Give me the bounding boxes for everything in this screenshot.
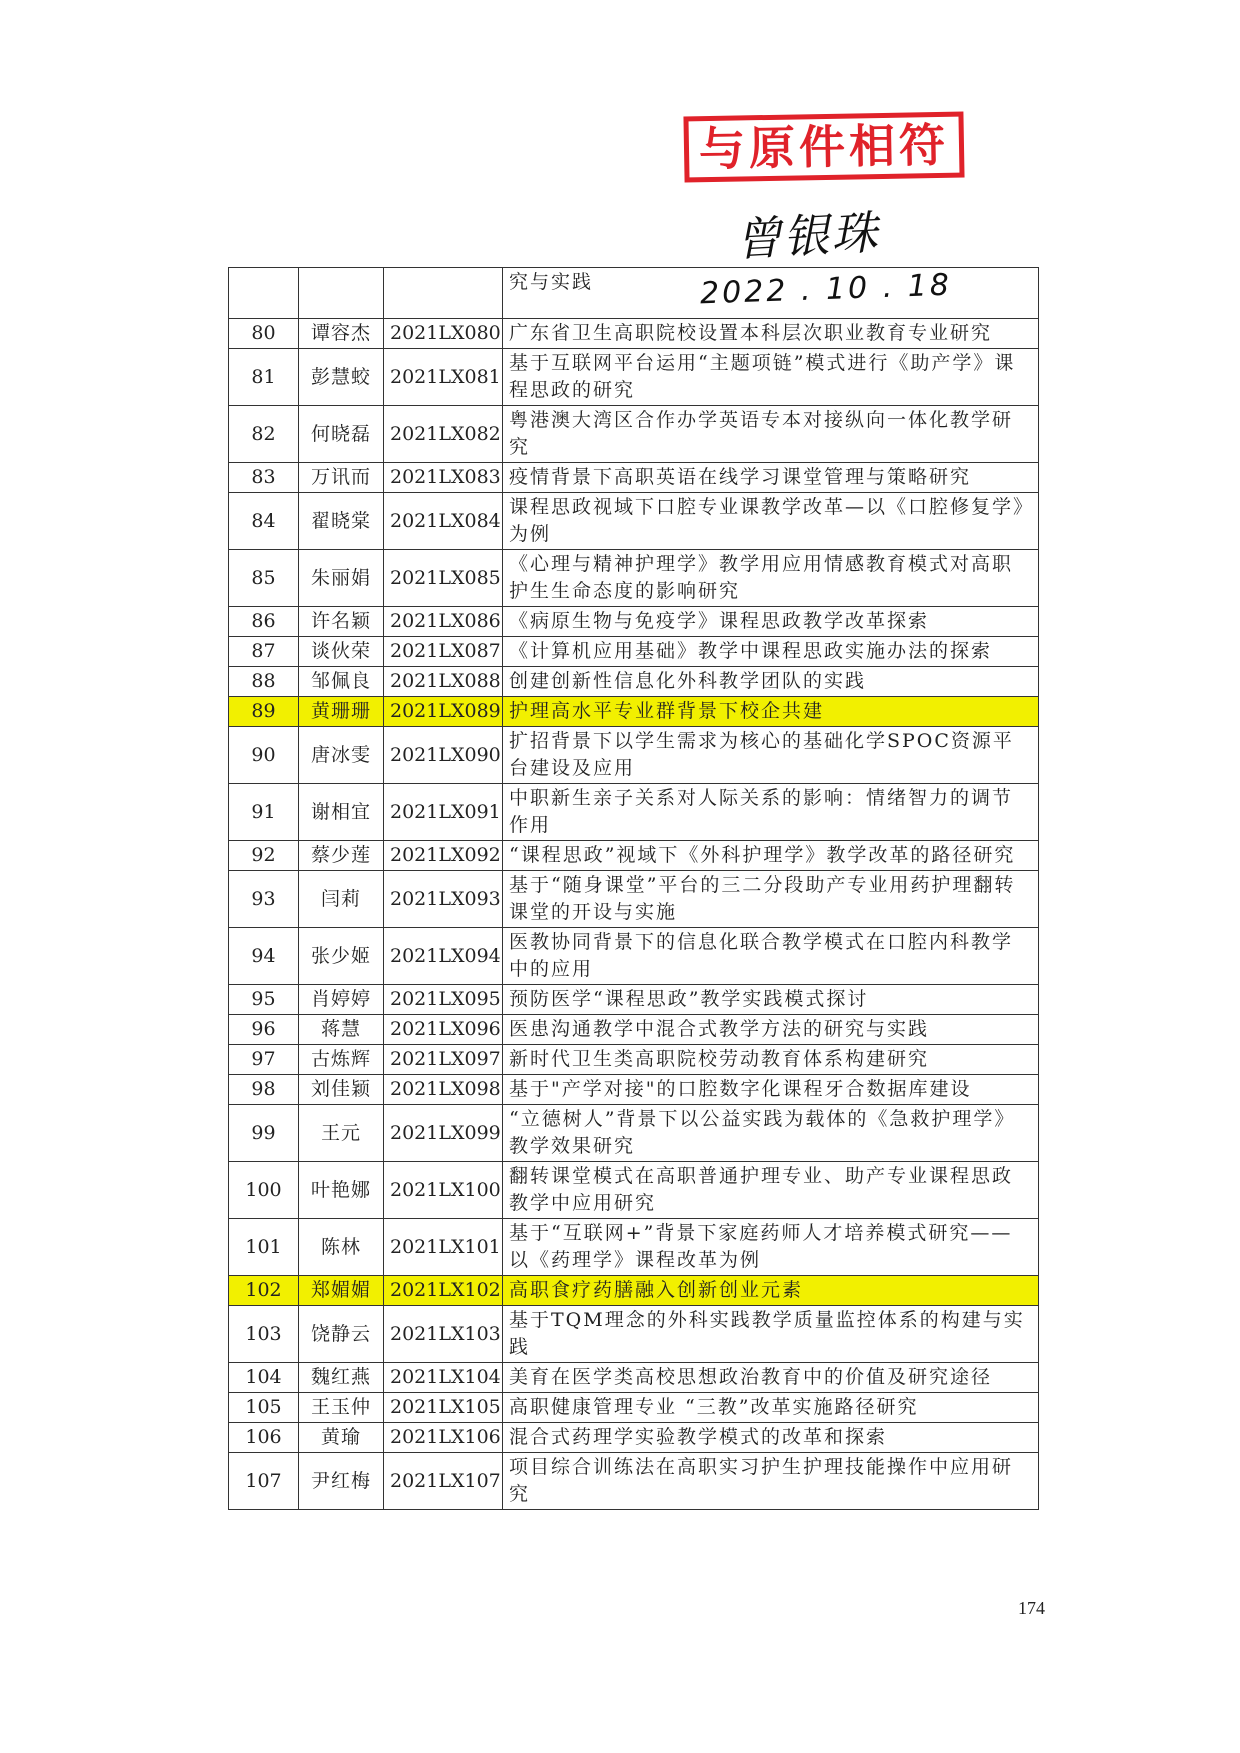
cell-title: 扩招背景下以学生需求为核心的基础化学SPOC资源平台建设及应用 xyxy=(503,727,1039,784)
cell-title: 粤港澳大湾区合作办学英语专本对接纵向一体化教学研究 xyxy=(503,406,1039,463)
cell-title: 高职食疗药膳融入创新创业元素 xyxy=(503,1276,1039,1306)
cell-code: 2021LX106 xyxy=(384,1423,503,1453)
cell-name: 许名颖 xyxy=(299,607,384,637)
cell-no: 104 xyxy=(229,1363,299,1393)
cell-no: 100 xyxy=(229,1162,299,1219)
cell-title: 基于TQM理念的外科实践教学质量监控体系的构建与实践 xyxy=(503,1306,1039,1363)
cell-code: 2021LX101 xyxy=(384,1219,503,1276)
table-row xyxy=(229,349,1039,406)
cell-name: 尹红梅 xyxy=(299,1453,384,1510)
cell-no: 98 xyxy=(229,1075,299,1105)
table-row xyxy=(229,1045,1039,1075)
cell-title: 课程思政视域下口腔专业课教学改革—以《口腔修复学》为例 xyxy=(503,493,1039,550)
cell-no: 87 xyxy=(229,637,299,667)
cell-no: 81 xyxy=(229,349,299,406)
table-row xyxy=(229,550,1039,607)
table-row-continued xyxy=(229,268,1039,319)
cell-name: 肖婷婷 xyxy=(299,985,384,1015)
cell-name: 翟晓棠 xyxy=(299,493,384,550)
cell-title: 新时代卫生类高职院校劳动教育体系构建研究 xyxy=(503,1045,1039,1075)
cell-code: 2021LX095 xyxy=(384,985,503,1015)
cell-no: 107 xyxy=(229,1453,299,1510)
cell-name: 邹佩良 xyxy=(299,667,384,697)
table-row xyxy=(229,1393,1039,1423)
table-row xyxy=(229,463,1039,493)
table-row xyxy=(229,319,1039,349)
cell-name: 郑媚媚 xyxy=(299,1276,384,1306)
table-row xyxy=(229,697,1039,727)
cell-title: 预防医学“课程思政”教学实践模式探讨 xyxy=(503,985,1039,1015)
cell-title: 《计算机应用基础》教学中课程思政实施办法的探索 xyxy=(503,637,1039,667)
cell-name: 彭慧蛟 xyxy=(299,349,384,406)
cell-code: 2021LX084 xyxy=(384,493,503,550)
cell-title: “课程思政”视域下《外科护理学》教学改革的路径研究 xyxy=(503,841,1039,871)
cell-code: 2021LX100 xyxy=(384,1162,503,1219)
table-row xyxy=(229,637,1039,667)
table-row xyxy=(229,871,1039,928)
cell-name: 万讯而 xyxy=(299,463,384,493)
cell-title: 广东省卫生高职院校设置本科层次职业教育专业研究 xyxy=(503,319,1039,349)
cell-name: 谭容杰 xyxy=(299,319,384,349)
cell-no: 106 xyxy=(229,1423,299,1453)
cell-title: 基于“互联网+”背景下家庭药师人才培养模式研究——以《药理学》课程改革为例 xyxy=(503,1219,1039,1276)
cell-code xyxy=(384,268,503,319)
cell-title: 《病原生物与免疫学》课程思政教学改革探索 xyxy=(503,607,1039,637)
cell-code: 2021LX097 xyxy=(384,1045,503,1075)
cell-code: 2021LX091 xyxy=(384,784,503,841)
cell-code: 2021LX090 xyxy=(384,727,503,784)
cell-name: 朱丽娟 xyxy=(299,550,384,607)
cell-no: 97 xyxy=(229,1045,299,1075)
cell-no: 88 xyxy=(229,667,299,697)
page-number: 174 xyxy=(1018,1598,1045,1618)
cell-no: 89 xyxy=(229,697,299,727)
cell-code: 2021LX081 xyxy=(384,349,503,406)
cell-title: 混合式药理学实验教学模式的改革和探索 xyxy=(503,1423,1039,1453)
cell-title: 美育在医学类高校思想政治教育中的价值及研究途径 xyxy=(503,1363,1039,1393)
cell-code: 2021LX098 xyxy=(384,1075,503,1105)
cell-name: 叶艳娜 xyxy=(299,1162,384,1219)
cell-title: “立德树人”背景下以公益实践为载体的《急救护理学》教学效果研究 xyxy=(503,1105,1039,1162)
cell-no: 101 xyxy=(229,1219,299,1276)
cell-no: 83 xyxy=(229,463,299,493)
table-row xyxy=(229,1219,1039,1276)
cell-no: 103 xyxy=(229,1306,299,1363)
table-row xyxy=(229,1015,1039,1045)
cell-name: 古炼辉 xyxy=(299,1045,384,1075)
table-row xyxy=(229,493,1039,550)
cell-code: 2021LX093 xyxy=(384,871,503,928)
cell-title: 疫情背景下高职英语在线学习课堂管理与策略研究 xyxy=(503,463,1039,493)
cell-no: 86 xyxy=(229,607,299,637)
cell-code: 2021LX105 xyxy=(384,1393,503,1423)
cell-no: 95 xyxy=(229,985,299,1015)
project-table xyxy=(228,267,1039,1510)
cell-name: 黄珊珊 xyxy=(299,697,384,727)
cell-name: 陈林 xyxy=(299,1219,384,1276)
cell-name: 魏红燕 xyxy=(299,1363,384,1393)
cell-name xyxy=(299,268,384,319)
cell-title: 中职新生亲子关系对人际关系的影响：情绪智力的调节作用 xyxy=(503,784,1039,841)
cell-code: 2021LX088 xyxy=(384,667,503,697)
cell-code: 2021LX085 xyxy=(384,550,503,607)
cell-no: 94 xyxy=(229,928,299,985)
cell-title: 护理高水平专业群背景下校企共建 xyxy=(503,697,1039,727)
cell-code: 2021LX087 xyxy=(384,637,503,667)
table-row xyxy=(229,784,1039,841)
cell-name: 王元 xyxy=(299,1105,384,1162)
cell-code: 2021LX083 xyxy=(384,463,503,493)
cell-no: 105 xyxy=(229,1393,299,1423)
cell-title: 基于"产学对接"的口腔数字化课程牙合数据库建设 xyxy=(503,1075,1039,1105)
cell-no: 82 xyxy=(229,406,299,463)
cell-title: 基于互联网平台运用“主题项链”模式进行《助产学》课程思政的研究 xyxy=(503,349,1039,406)
table-row xyxy=(229,841,1039,871)
cell-name: 刘佳颖 xyxy=(299,1075,384,1105)
cell-name: 谢相宜 xyxy=(299,784,384,841)
cell-code: 2021LX094 xyxy=(384,928,503,985)
cell-title: 医患沟通教学中混合式教学方法的研究与实践 xyxy=(503,1015,1039,1045)
cell-no: 84 xyxy=(229,493,299,550)
table-row xyxy=(229,1075,1039,1105)
table-row xyxy=(229,985,1039,1015)
cell-code: 2021LX099 xyxy=(384,1105,503,1162)
certification-stamp: 与原件相符 xyxy=(683,112,964,183)
cell-code: 2021LX104 xyxy=(384,1363,503,1393)
cell-title: 医教协同背景下的信息化联合教学模式在口腔内科教学中的应用 xyxy=(503,928,1039,985)
table-row xyxy=(229,1276,1039,1306)
cell-name: 谈伙荣 xyxy=(299,637,384,667)
cell-no: 91 xyxy=(229,784,299,841)
cell-no: 92 xyxy=(229,841,299,871)
table-row xyxy=(229,1162,1039,1219)
cell-code: 2021LX089 xyxy=(384,697,503,727)
cell-name: 唐冰雯 xyxy=(299,727,384,784)
table-row xyxy=(229,1423,1039,1453)
cell-name: 王玉仲 xyxy=(299,1393,384,1423)
cell-name: 黄瑜 xyxy=(299,1423,384,1453)
cell-no: 99 xyxy=(229,1105,299,1162)
table-row xyxy=(229,1363,1039,1393)
table-row xyxy=(229,1306,1039,1363)
cell-title: 翻转课堂模式在高职普通护理专业、助产专业课程思政教学中应用研究 xyxy=(503,1162,1039,1219)
cell-name: 张少姬 xyxy=(299,928,384,985)
cell-code: 2021LX092 xyxy=(384,841,503,871)
cell-title: 创建创新性信息化外科教学团队的实践 xyxy=(503,667,1039,697)
signature-date: 2022 . 10 . 18 xyxy=(699,267,953,312)
handwritten-signature: 曾银珠 xyxy=(733,205,881,267)
cell-no: 80 xyxy=(229,319,299,349)
cell-title: 究与实践 xyxy=(503,268,1039,319)
table-row xyxy=(229,406,1039,463)
table-row xyxy=(229,727,1039,784)
cell-code: 2021LX086 xyxy=(384,607,503,637)
cell-no: 85 xyxy=(229,550,299,607)
cell-title: 基于“随身课堂”平台的三二分段助产专业用药护理翻转课堂的开设与实施 xyxy=(503,871,1039,928)
table-row xyxy=(229,607,1039,637)
cell-code: 2021LX082 xyxy=(384,406,503,463)
cell-no: 90 xyxy=(229,727,299,784)
cell-code: 2021LX103 xyxy=(384,1306,503,1363)
table-row xyxy=(229,667,1039,697)
cell-title: 项目综合训练法在高职实习护生护理技能操作中应用研究 xyxy=(503,1453,1039,1510)
cell-name: 闫莉 xyxy=(299,871,384,928)
table-row xyxy=(229,1105,1039,1162)
cell-no: 96 xyxy=(229,1015,299,1045)
cell-no: 102 xyxy=(229,1276,299,1306)
cell-no: 93 xyxy=(229,871,299,928)
cell-title: 《心理与精神护理学》教学用应用情感教育模式对高职护生生命态度的影响研究 xyxy=(503,550,1039,607)
cell-name: 饶静云 xyxy=(299,1306,384,1363)
cell-code: 2021LX102 xyxy=(384,1276,503,1306)
table-row xyxy=(229,1453,1039,1510)
cell-name: 蔡少莲 xyxy=(299,841,384,871)
cell-name: 何晓磊 xyxy=(299,406,384,463)
cell-no xyxy=(229,268,299,319)
cell-title: 高职健康管理专业 “三教”改革实施路径研究 xyxy=(503,1393,1039,1423)
table-row xyxy=(229,928,1039,985)
cell-code: 2021LX107 xyxy=(384,1453,503,1510)
cell-code: 2021LX080 xyxy=(384,319,503,349)
cell-name: 蒋慧 xyxy=(299,1015,384,1045)
cell-code: 2021LX096 xyxy=(384,1015,503,1045)
